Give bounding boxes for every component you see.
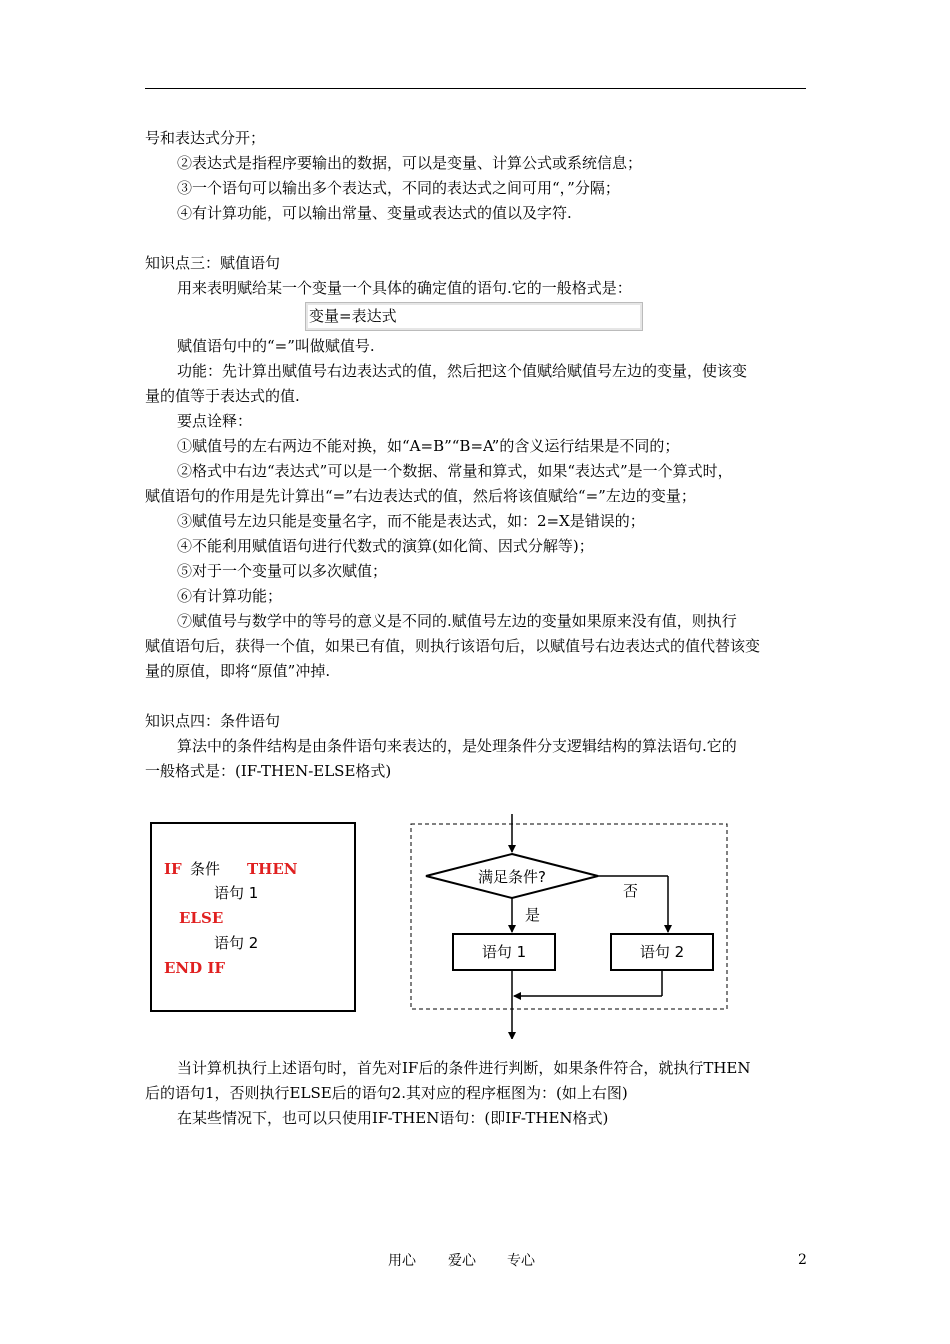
condition-text: 条件: [190, 860, 221, 878]
text-line: 算法中的条件结构是由条件语句来表达的，是处理条件分支逻辑结构的算法语句.它的: [177, 737, 737, 755]
text-line: ③赋值号左边只能是变量名字，而不能是表达式，如：2=X是错误的；: [177, 512, 645, 530]
text-line: 用来表明赋给某一个变量一个具体的确定值的语句.它的一般格式是：: [177, 279, 632, 297]
page-number: 2: [798, 1252, 807, 1268]
text-line: 量的值等于表达式的值.: [145, 387, 300, 405]
text-line: ⑤对于一个变量可以多次赋值；: [177, 562, 388, 580]
statement-1-box-label: 语句 1: [481, 943, 527, 961]
else-keyword: ELSE: [179, 909, 224, 927]
yes-label: 是: [525, 906, 541, 924]
text-line: 量的原值，即将“原值”冲掉.: [145, 662, 331, 680]
format-box: [305, 302, 643, 331]
end-if-keyword: END IF: [164, 959, 226, 977]
decision-label: 满足条件?: [478, 868, 546, 886]
text-line: 要点诠释：: [177, 412, 253, 430]
section-heading: 知识点三：赋值语句: [145, 254, 281, 272]
text-line: 赋值语句的作用是先计算出“=”右边表达式的值，然后将该值赋给“=”左边的变量；: [145, 487, 696, 505]
text-line: 在某些情况下，也可以只使用IF-THEN语句：(即IF-THEN格式): [177, 1109, 609, 1127]
code-box: [150, 822, 356, 1012]
no-label: 否: [623, 882, 639, 900]
header-rule: [145, 88, 806, 89]
section-heading: 知识点四：条件语句: [145, 712, 281, 730]
then-keyword: THEN: [247, 860, 298, 878]
statement-2: 语句 2: [214, 934, 259, 952]
statement-2-box-label: 语句 2: [639, 943, 685, 961]
text-line: 赋值语句中的“=”叫做赋值号.: [177, 337, 375, 355]
dashed-frame: [411, 824, 727, 1009]
text-line: ⑦赋值号与数学中的等号的意义是不同的.赋值号左边的变量如果原来没有值，则执行: [177, 612, 737, 630]
footer-item: 爱心: [448, 1253, 476, 1269]
if-keyword: IF: [164, 860, 182, 878]
text-line: ⑥有计算功能；: [177, 587, 283, 605]
footer-item: 专心: [507, 1253, 535, 1269]
text-line: ③一个语句可以输出多个表达式，不同的表达式之间可用“，”分隔；: [177, 179, 620, 197]
text-line: ④不能利用赋值语句进行代数式的演算(如化简、因式分解等)；: [177, 537, 594, 555]
text-line: 赋值语句后，获得一个值，如果已有值，则执行该语句后，以赋值号右边表达式的值代替该变: [145, 637, 761, 655]
text-line: 一般格式是：(IF-THEN-ELSE格式): [145, 762, 392, 780]
footer-item: 用心: [388, 1253, 416, 1269]
text-line: ②表达式是指程序要输出的数据，可以是变量、计算公式或系统信息；: [177, 154, 643, 172]
text-line: ④有计算功能，可以输出常量、变量或表达式的值以及字符.: [177, 204, 572, 222]
text-line: 功能：先计算出赋值号右边表达式的值，然后把这个值赋给赋值号左边的变量，使该变: [177, 362, 748, 380]
text-line: 号和表达式分开；: [145, 129, 266, 147]
text-line: 当计算机执行上述语句时，首先对IF后的条件进行判断，如果条件符合，就执行THEN: [177, 1059, 751, 1077]
text-line: ②格式中右边“表达式”可以是一个数据、常量和算式，如果“表达式”是一个算式时，: [177, 462, 733, 480]
format-text: 变量=表达式: [309, 307, 397, 325]
flowchart: [405, 814, 735, 1039]
statement-1: 语句 1: [214, 884, 259, 902]
text-line: ①赋值号的左右两边不能对换，如“A=B”“B=A”的含义运行结果是不同的；: [177, 437, 680, 455]
text-line: 后的语句1，否则执行ELSE后的语句2.其对应的程序框图为：(如上右图): [145, 1084, 628, 1102]
